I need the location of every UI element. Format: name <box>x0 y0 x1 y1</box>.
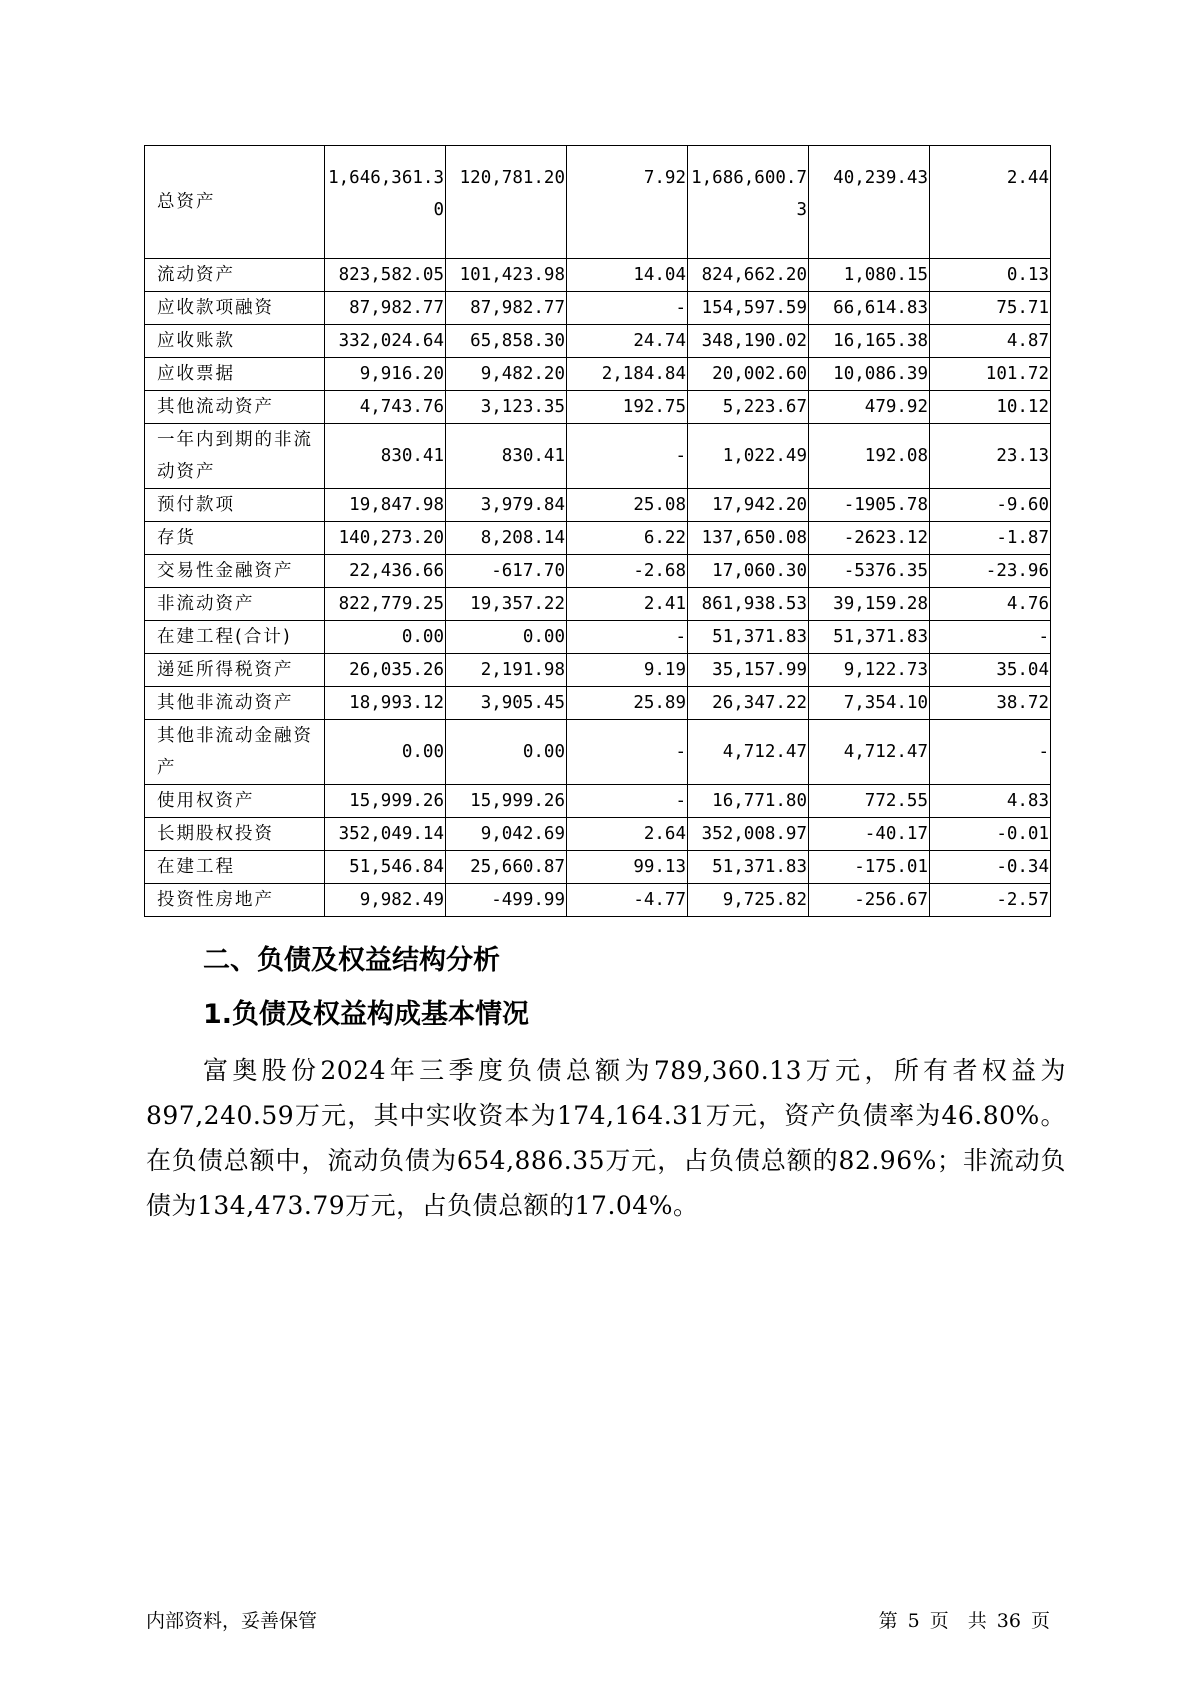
value-cell: 20,002.60 <box>688 358 809 391</box>
table-row <box>145 785 1051 818</box>
row-label: 流动资产 <box>145 259 325 292</box>
row-label: 非流动资产 <box>145 588 325 621</box>
value-cell: 348,190.02 <box>688 325 809 358</box>
table-row <box>145 720 1051 785</box>
value-cell: 25.08 <box>567 489 688 522</box>
value-cell: 352,008.97 <box>688 818 809 851</box>
value-cell: 5,223.67 <box>688 391 809 424</box>
value-cell: 192.75 <box>567 391 688 424</box>
value-cell: 7,354.10 <box>809 687 930 720</box>
value-cell: 19,847.98 <box>325 489 446 522</box>
value-cell: - <box>567 292 688 325</box>
section-subheading: 1.负债及权益构成基本情况 <box>203 999 530 1030</box>
value-cell: 9,982.49 <box>325 884 446 917</box>
value-cell: 2.64 <box>567 818 688 851</box>
page-number: 第 5 页 共 36 页 <box>878 1610 1050 1632</box>
value-cell: 87,982.77 <box>325 292 446 325</box>
table-row <box>145 391 1051 424</box>
value-cell: 4,712.47 <box>809 720 930 785</box>
value-cell: 19,357.22 <box>446 588 567 621</box>
value-cell: 51,371.83 <box>688 851 809 884</box>
value-cell: 1,646,361.30 <box>325 146 446 259</box>
table-row <box>145 259 1051 292</box>
value-cell: 9.19 <box>567 654 688 687</box>
value-cell: 830.41 <box>446 424 567 489</box>
value-cell: -175.01 <box>809 851 930 884</box>
table-row <box>145 851 1051 884</box>
value-cell: 75.71 <box>930 292 1051 325</box>
row-label: 存货 <box>145 522 325 555</box>
value-cell: 8,208.14 <box>446 522 567 555</box>
value-cell: 137,650.08 <box>688 522 809 555</box>
table-row <box>145 424 1051 489</box>
row-label: 其他流动资产 <box>145 391 325 424</box>
table-row <box>145 146 1051 259</box>
value-cell: 17,942.20 <box>688 489 809 522</box>
value-cell: 4.76 <box>930 588 1051 621</box>
value-cell: 1,686,600.73 <box>688 146 809 259</box>
value-cell: -40.17 <box>809 818 930 851</box>
value-cell: 861,938.53 <box>688 588 809 621</box>
value-cell: 26,347.22 <box>688 687 809 720</box>
value-cell: -1.87 <box>930 522 1051 555</box>
value-cell: 66,614.83 <box>809 292 930 325</box>
value-cell: 7.92 <box>567 146 688 259</box>
row-label: 应收票据 <box>145 358 325 391</box>
value-cell: 40,239.43 <box>809 146 930 259</box>
table-row <box>145 358 1051 391</box>
row-label: 其他非流动资产 <box>145 687 325 720</box>
table-body <box>145 146 1051 917</box>
row-label: 长期股权投资 <box>145 818 325 851</box>
value-cell: 0.00 <box>446 720 567 785</box>
value-cell: -0.01 <box>930 818 1051 851</box>
value-cell: 9,725.82 <box>688 884 809 917</box>
value-cell: -0.34 <box>930 851 1051 884</box>
value-cell: 87,982.77 <box>446 292 567 325</box>
value-cell: 23.13 <box>930 424 1051 489</box>
value-cell: -499.99 <box>446 884 567 917</box>
analysis-paragraph: 富奥股份2024年三季度负债总额为789,360.13万元，所有者权益为897,240.59万元，其中实收资本为174,164.31万元，资产负债率为46.80%。在负债总额中，流动负债为654,886.35万元，占负债总额的82.96%；非流动负债为134,473.79万元，占负债总额的17.04%。 <box>146 1056 1066 1220</box>
value-cell: 2.41 <box>567 588 688 621</box>
value-cell: - <box>567 621 688 654</box>
value-cell: 154,597.59 <box>688 292 809 325</box>
value-cell: 10.12 <box>930 391 1051 424</box>
table-row <box>145 588 1051 621</box>
value-cell: 22,436.66 <box>325 555 446 588</box>
value-cell: 101,423.98 <box>446 259 567 292</box>
value-cell: 51,546.84 <box>325 851 446 884</box>
value-cell: 35.04 <box>930 654 1051 687</box>
value-cell: 16,771.80 <box>688 785 809 818</box>
value-cell: -23.96 <box>930 555 1051 588</box>
value-cell: - <box>567 424 688 489</box>
row-label: 其他非流动金融资产 <box>145 720 325 785</box>
value-cell: 17,060.30 <box>688 555 809 588</box>
value-cell: 101.72 <box>930 358 1051 391</box>
value-cell: 51,371.83 <box>688 621 809 654</box>
table-row <box>145 489 1051 522</box>
value-cell: 38.72 <box>930 687 1051 720</box>
value-cell: 1,080.15 <box>809 259 930 292</box>
row-label: 投资性房地产 <box>145 884 325 917</box>
value-cell: 35,157.99 <box>688 654 809 687</box>
section-heading: 二、负债及权益结构分析 <box>203 945 500 976</box>
value-cell: -1905.78 <box>809 489 930 522</box>
value-cell: 3,979.84 <box>446 489 567 522</box>
value-cell: 3,123.35 <box>446 391 567 424</box>
asset-structure-table <box>144 145 1051 917</box>
value-cell: 15,999.26 <box>325 785 446 818</box>
value-cell: 2.44 <box>930 146 1051 259</box>
value-cell: 772.55 <box>809 785 930 818</box>
value-cell: 192.08 <box>809 424 930 489</box>
table-row <box>145 325 1051 358</box>
value-cell: -4.77 <box>567 884 688 917</box>
value-cell: 352,049.14 <box>325 818 446 851</box>
value-cell: 824,662.20 <box>688 259 809 292</box>
value-cell: 140,273.20 <box>325 522 446 555</box>
row-label: 一年内到期的非流动资产 <box>145 424 325 489</box>
value-cell: 0.00 <box>446 621 567 654</box>
value-cell: 25.89 <box>567 687 688 720</box>
value-cell: 99.13 <box>567 851 688 884</box>
table-row <box>145 555 1051 588</box>
row-label: 应收账款 <box>145 325 325 358</box>
row-label: 使用权资产 <box>145 785 325 818</box>
value-cell: 479.92 <box>809 391 930 424</box>
value-cell: 25,660.87 <box>446 851 567 884</box>
value-cell: -2.57 <box>930 884 1051 917</box>
value-cell: 0.13 <box>930 259 1051 292</box>
value-cell: 1,022.49 <box>688 424 809 489</box>
value-cell: 15,999.26 <box>446 785 567 818</box>
value-cell: 65,858.30 <box>446 325 567 358</box>
value-cell: 823,582.05 <box>325 259 446 292</box>
value-cell: 2,191.98 <box>446 654 567 687</box>
row-label: 交易性金融资产 <box>145 555 325 588</box>
table-row <box>145 522 1051 555</box>
table-row <box>145 687 1051 720</box>
row-label: 总资产 <box>145 146 325 259</box>
table-row <box>145 884 1051 917</box>
value-cell: 4.87 <box>930 325 1051 358</box>
value-cell: 4.83 <box>930 785 1051 818</box>
value-cell: -2623.12 <box>809 522 930 555</box>
value-cell: 3,905.45 <box>446 687 567 720</box>
value-cell: 18,993.12 <box>325 687 446 720</box>
value-cell: 4,743.76 <box>325 391 446 424</box>
value-cell: 51,371.83 <box>809 621 930 654</box>
row-label: 递延所得税资产 <box>145 654 325 687</box>
value-cell: -5376.35 <box>809 555 930 588</box>
table-row <box>145 654 1051 687</box>
value-cell: - <box>930 621 1051 654</box>
value-cell: 120,781.20 <box>446 146 567 259</box>
value-cell: 2,184.84 <box>567 358 688 391</box>
value-cell: 332,024.64 <box>325 325 446 358</box>
row-label: 在建工程 <box>145 851 325 884</box>
value-cell: 0.00 <box>325 621 446 654</box>
value-cell: 26,035.26 <box>325 654 446 687</box>
value-cell: - <box>567 720 688 785</box>
value-cell: 822,779.25 <box>325 588 446 621</box>
value-cell: 10,086.39 <box>809 358 930 391</box>
value-cell: 9,482.20 <box>446 358 567 391</box>
value-cell: - <box>930 720 1051 785</box>
confidential-note: 内部资料，妥善保管 <box>146 1610 318 1632</box>
table-row <box>145 292 1051 325</box>
value-cell: 830.41 <box>325 424 446 489</box>
value-cell: 14.04 <box>567 259 688 292</box>
value-cell: -617.70 <box>446 555 567 588</box>
table-row <box>145 621 1051 654</box>
value-cell: 9,916.20 <box>325 358 446 391</box>
value-cell: -9.60 <box>930 489 1051 522</box>
value-cell: 16,165.38 <box>809 325 930 358</box>
value-cell: -256.67 <box>809 884 930 917</box>
value-cell: 0.00 <box>325 720 446 785</box>
row-label: 预付款项 <box>145 489 325 522</box>
value-cell: -2.68 <box>567 555 688 588</box>
value-cell: 4,712.47 <box>688 720 809 785</box>
value-cell: 24.74 <box>567 325 688 358</box>
row-label: 应收款项融资 <box>145 292 325 325</box>
value-cell: 9,122.73 <box>809 654 930 687</box>
value-cell: - <box>567 785 688 818</box>
value-cell: 6.22 <box>567 522 688 555</box>
row-label: 在建工程(合计) <box>145 621 325 654</box>
table-row <box>145 818 1051 851</box>
value-cell: 39,159.28 <box>809 588 930 621</box>
value-cell: 9,042.69 <box>446 818 567 851</box>
